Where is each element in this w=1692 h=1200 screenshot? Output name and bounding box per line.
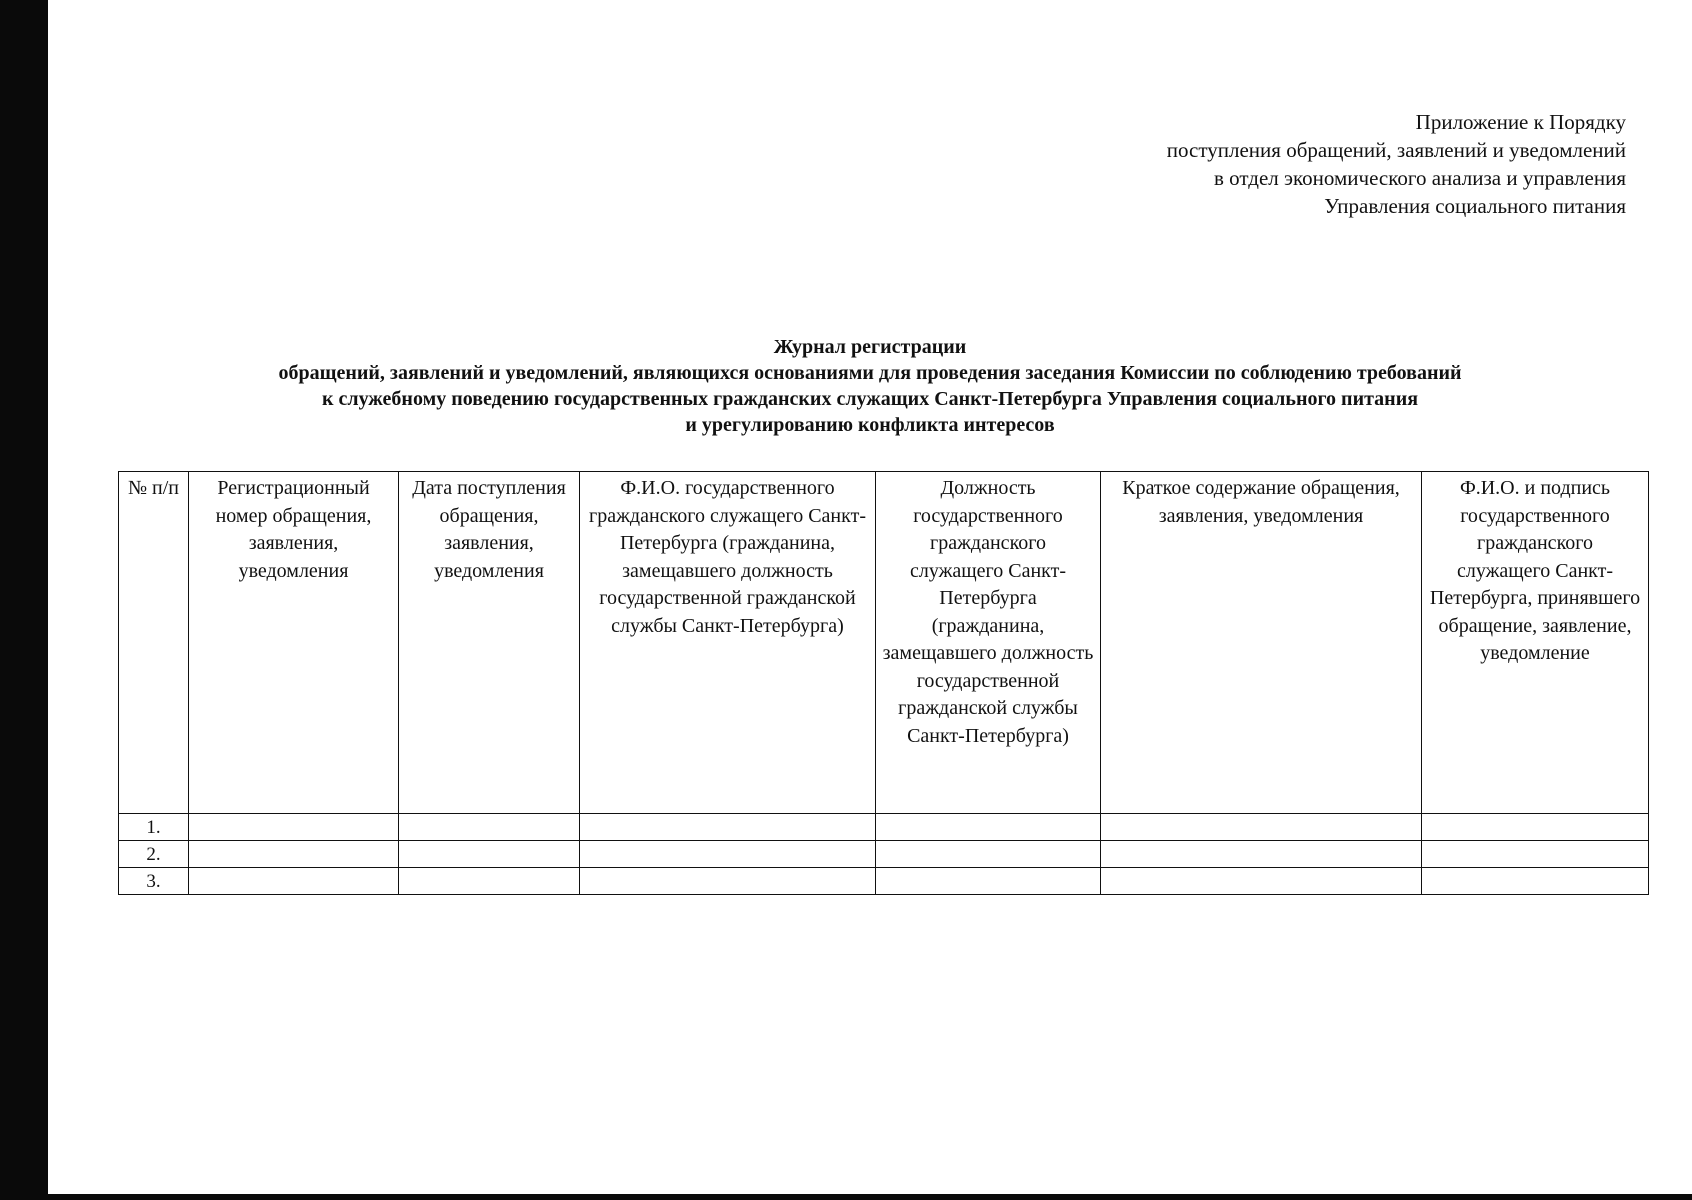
scan-edge-bottom xyxy=(0,1194,1692,1200)
appendix-line: в отдел экономического анализа и управления xyxy=(1213,166,1626,190)
header-cell-employee-position: Должность государственного гражданского служащего Санкт-Петербурга (гражданина, замещавшего должность государственной гражданской службы Санкт-Петербурга) xyxy=(876,472,1101,814)
table-cell xyxy=(1422,814,1649,841)
header-cell-employee-name: Ф.И.О. государственного гражданского служащего Санкт-Петербурга (гражданина, замещавшего должность государственной гражданской службы Санкт-Петербурга) xyxy=(580,472,876,814)
table-cell xyxy=(1101,814,1422,841)
table-cell xyxy=(189,868,399,895)
journal-title xyxy=(48,334,1692,438)
table-row xyxy=(119,814,1649,841)
appendix-line: Управления социального питания xyxy=(1324,194,1626,218)
header-cell-receiver-signature: Ф.И.О. и подпись государственного гражданского служащего Санкт-Петербурга, принявшего обращение, заявление, уведомление xyxy=(1422,472,1649,814)
row-number-cell: 1. xyxy=(119,814,189,841)
table-cell xyxy=(189,841,399,868)
journal-subtitle-line: и урегулированию конфликта интересов xyxy=(685,414,1055,436)
row-number-cell: 2. xyxy=(119,841,189,868)
table-cell xyxy=(580,841,876,868)
table-cell xyxy=(399,814,580,841)
scan-edge-left xyxy=(0,0,48,1200)
table-cell xyxy=(1422,868,1649,895)
appendix-line: поступления обращений, заявлений и уведомлений xyxy=(1166,138,1626,162)
table-cell xyxy=(189,814,399,841)
appendix-note xyxy=(1167,108,1626,220)
table-cell xyxy=(399,868,580,895)
table-cell xyxy=(876,868,1101,895)
table-cell xyxy=(1422,841,1649,868)
journal-subtitle-line: к служебному поведению государственных гражданских служащих Санкт-Петербурга Управления социального питания xyxy=(321,388,1419,410)
header-cell-registration-number: Регистрационный номер обращения, заявления, уведомления xyxy=(189,472,399,814)
table-row xyxy=(119,841,1649,868)
header-cell-number: № п/п xyxy=(119,472,189,814)
table-cell xyxy=(1101,841,1422,868)
row-number-cell: 3. xyxy=(119,868,189,895)
table-cell xyxy=(580,814,876,841)
appendix-line: Приложение к Порядку xyxy=(1415,110,1626,134)
table-row xyxy=(119,868,1649,895)
table-cell xyxy=(399,841,580,868)
table-cell xyxy=(580,868,876,895)
header-cell-summary: Краткое содержание обращения, заявления, уведомления xyxy=(1101,472,1422,814)
table-cell xyxy=(876,841,1101,868)
table-cell xyxy=(1101,868,1422,895)
table-header-row xyxy=(119,472,1649,814)
registration-journal-table xyxy=(118,471,1649,895)
journal-subtitle-line: обращений, заявлений и уведомлений, являющихся основаниями для проведения заседания Комиссии по соблюдению требований xyxy=(278,362,1462,384)
header-cell-receipt-date: Дата поступления обращения, заявления, уведомления xyxy=(399,472,580,814)
table-cell xyxy=(876,814,1101,841)
journal-heading: Журнал регистрации xyxy=(773,336,967,358)
